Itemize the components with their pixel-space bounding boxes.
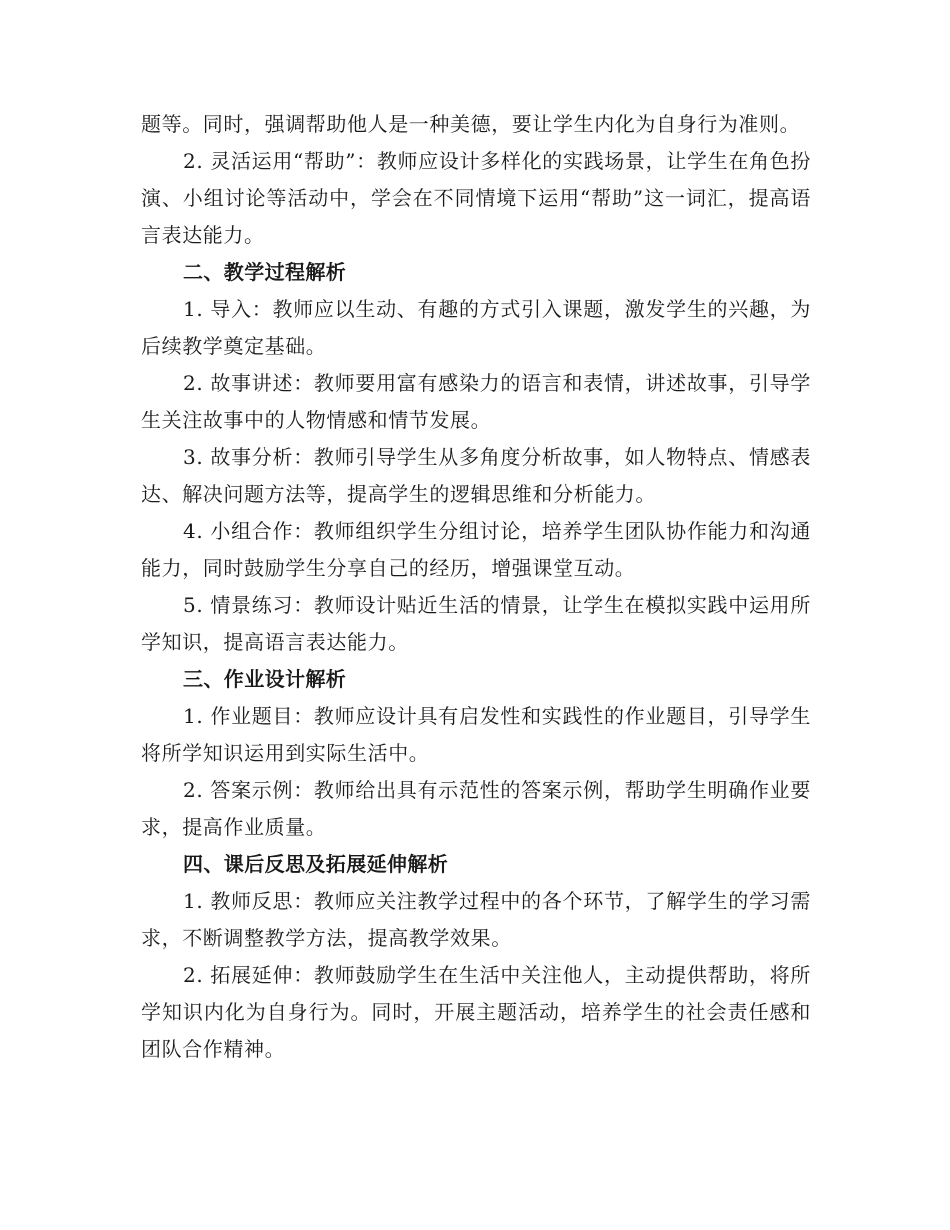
- paragraph-teacher-reflection: 1. 教师反思：教师应关注教学过程中的各个环节，了解学生的学习需求，不断调整教学方法，提高教学效果。: [141, 889, 811, 950]
- paragraph-extension: 2. 拓展延伸：教师鼓励学生在生活中关注他人，主动提供帮助，将所学知识内化为自身行为。同时，开展主题活动，培养学生的社会责任感和团队合作精神。: [141, 963, 811, 1061]
- paragraph-group-work: 4. 小组合作：教师组织学生分组讨论，培养学生团队协作能力和沟通能力，同时鼓励学生分享自己的经历，增强课堂互动。: [141, 519, 811, 580]
- paragraph-situational-practice: 5. 情景练习：教师设计贴近生活的情景，让学生在模拟实践中运用所学知识，提高语言表达能力。: [141, 593, 811, 654]
- paragraph-storytelling: 2. 故事讲述：教师要用富有感染力的语言和表情，讲述故事，引导学生关注故事中的人物情感和情节发展。: [141, 371, 811, 432]
- paragraph-continuation: 题等。同时，强调帮助他人是一种美德，要让学生内化为自身行为准则。: [141, 112, 801, 136]
- paragraph-flexible-use: 2. 灵活运用“帮助”：教师应设计多样化的实践场景，让学生在角色扮演、小组讨论等活动中，学会在不同情境下运用“帮助”这一词汇，提高语言表达能力。: [141, 149, 811, 247]
- paragraph-story-analysis: 3. 故事分析：教师引导学生从多角度分析故事，如人物特点、情感表达、解决问题方法等，提高学生的逻辑思维和分析能力。: [141, 445, 811, 506]
- section-heading-teaching-process: 二、教学过程解析: [183, 260, 347, 284]
- section-heading-reflection-extension: 四、课后反思及拓展延伸解析: [183, 852, 449, 876]
- paragraph-homework-topic: 1. 作业题目：教师应设计具有启发性和实践性的作业题目，引导学生将所学知识运用到实际生活中。: [141, 704, 811, 765]
- paragraph-answer-example: 2. 答案示例：教师给出具有示范性的答案示例，帮助学生明确作业要求，提高作业质量。: [141, 778, 811, 839]
- paragraph-introduction: 1. 导入：教师应以生动、有趣的方式引入课题，激发学生的兴趣，为后续教学奠定基础。: [141, 297, 811, 358]
- document-page: [141, 106, 811, 1068]
- section-heading-homework-design: 三、作业设计解析: [183, 667, 347, 691]
